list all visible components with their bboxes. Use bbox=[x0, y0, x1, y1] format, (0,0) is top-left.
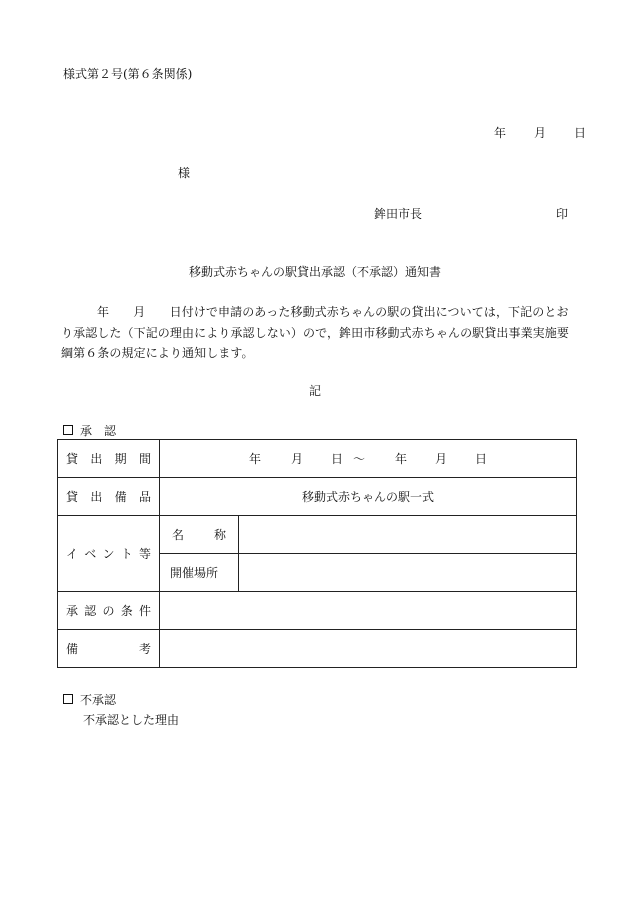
period-d1: 日 bbox=[330, 452, 343, 466]
table-row bbox=[58, 478, 577, 516]
period-y2: 年 bbox=[395, 452, 408, 466]
conditions-field[interactable] bbox=[160, 592, 577, 630]
rejection-checkbox[interactable] bbox=[63, 694, 73, 704]
approval-checkbox[interactable] bbox=[63, 425, 73, 435]
table-row bbox=[58, 440, 577, 478]
issuer-mayor: 鉾田市長 bbox=[374, 207, 423, 221]
document-title: 移動式赤ちゃんの駅貸出承認（不承認）通知書 bbox=[188, 265, 441, 279]
rejection-label: 不承認 bbox=[80, 693, 117, 707]
table-row bbox=[58, 516, 577, 554]
remarks-label: 備考 bbox=[58, 630, 160, 668]
period-d2: 日 bbox=[475, 452, 488, 466]
event-label: イベント等 bbox=[58, 516, 160, 592]
event-place-field[interactable] bbox=[239, 554, 577, 592]
period-m2: 月 bbox=[435, 452, 448, 466]
equipment-label: 貸出備品 bbox=[58, 478, 160, 516]
equipment-value: 移動式赤ちゃんの駅一式 bbox=[160, 478, 577, 516]
period-tilde: ～ bbox=[352, 452, 365, 466]
addressee: 様 bbox=[178, 166, 191, 180]
issue-date bbox=[494, 125, 586, 141]
rejection-section-label bbox=[63, 692, 116, 708]
date-day: 日 bbox=[574, 126, 587, 140]
event-name-field[interactable] bbox=[239, 516, 577, 554]
ki-heading: 記 bbox=[308, 384, 321, 398]
approval-table bbox=[57, 439, 577, 668]
form-number: 様式第２号(第６条関係) bbox=[63, 67, 193, 81]
table-row bbox=[58, 592, 577, 630]
period-label: 貸出期間 bbox=[58, 440, 160, 478]
date-month: 月 bbox=[534, 126, 547, 140]
seal-mark: 印 bbox=[556, 207, 569, 221]
period-value bbox=[160, 440, 577, 478]
table-row bbox=[58, 630, 577, 668]
remarks-field[interactable] bbox=[160, 630, 577, 668]
approval-section-label bbox=[63, 423, 116, 439]
period-m1: 月 bbox=[290, 452, 303, 466]
date-year: 年 bbox=[494, 126, 507, 140]
body-paragraph: 年 月 日付けで申請のあった移動式赤ちゃんの駅の貸出については，下記のとおり承認した（下記の理由により承認しない）ので，鉾田市移動式赤ちゃんの駅貸出事業実施要綱第６条の規定により通知します。 bbox=[61, 305, 569, 360]
event-name-label: 名 称 bbox=[160, 516, 239, 554]
conditions-label: 承認の条件 bbox=[58, 592, 160, 630]
event-place-label: 開催場所 bbox=[160, 554, 239, 592]
rejection-reason-label: 不承認とした理由 bbox=[83, 713, 180, 727]
approval-label: 承 認 bbox=[80, 424, 117, 438]
period-y1: 年 bbox=[248, 452, 261, 466]
